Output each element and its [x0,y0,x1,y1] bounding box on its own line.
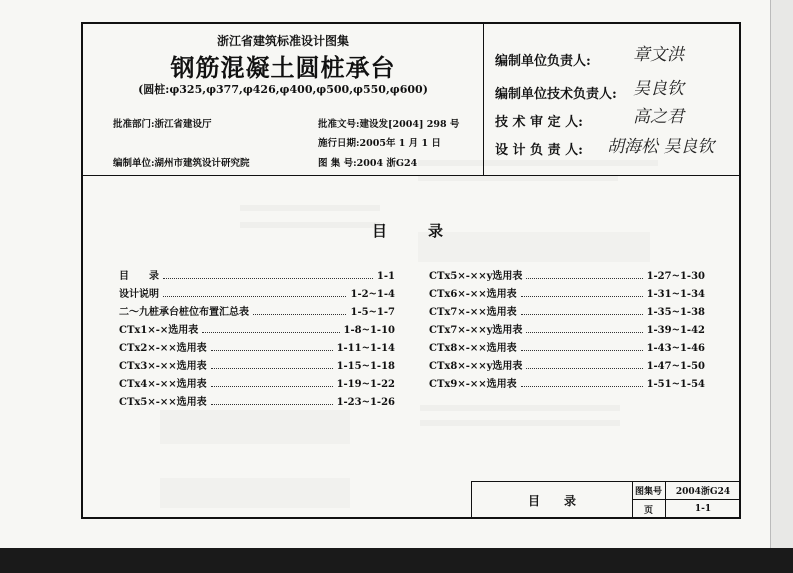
toc-entry[interactable] [119,303,395,321]
toc-entry[interactable] [429,357,705,375]
leader-dots [211,368,333,369]
approval-department [113,116,212,130]
drawing-frame [81,22,741,519]
toc-title-right: 录 [428,222,444,240]
toc-title-left: 目 [372,222,388,240]
page-edge [770,0,793,573]
toc-entry-page: 1-27~1-30 [646,271,705,282]
toc-entry[interactable] [429,303,705,321]
signature-image: 胡海松 吴良钦 [607,137,715,157]
standard-series-title: 浙江省建筑标准设计图集 [216,34,349,48]
toc-left-column [119,267,395,411]
toc-entry-name: CTx7×-××选用表 [429,307,517,318]
toc-entry[interactable] [119,321,395,339]
atlas-main-title: 钢筋混凝土圆桩承台 [170,53,396,82]
toc-entry-name: CTx3×-××选用表 [119,361,207,372]
responsibility-row: 编制单位技术负责人: [495,87,617,102]
toc-entry-page: 1-1 [376,271,395,282]
toc-entry-name: CTx8×-××y选用表 [429,361,523,372]
toc-entry-name: CTx4×-××选用表 [119,379,207,390]
effective-date-label: 施行日期: [318,138,360,149]
leader-dots [526,332,642,333]
toc-entry[interactable] [429,285,705,303]
toc-entry[interactable] [119,357,395,375]
responsibility-row: 设 计 负 责 人: [495,143,583,158]
leader-dots [521,296,643,297]
title-block-grid [632,482,740,518]
leader-dots [211,386,333,387]
atlas-info-panel [83,24,484,175]
toc-entry-name: CTx6×-××选用表 [429,289,517,300]
title-block [471,481,740,518]
responsibility-row: 技 术 审 定 人: [495,115,583,130]
pile-diameter-subtitle: (圆桩:φ325,φ377,φ426,φ400,φ500,φ550,φ600) [138,83,428,96]
approval-document-label: 批准文号: [318,119,360,130]
approval-document-value: 建设发[2004] 298 号 [359,119,460,130]
binding-strip [0,548,793,573]
effective-date-value: 2005年 1 月 1 日 [359,138,441,149]
toc-entry-page: 1-2~1-4 [350,289,395,300]
title-block-name: 目 录 [472,482,633,518]
leader-dots [211,350,333,351]
toc-entry-name: CTx7×-××y选用表 [429,325,523,336]
page-value-cell: 1-1 [694,504,712,514]
toc-entry[interactable] [119,375,395,393]
toc-entry[interactable] [429,321,705,339]
toc-entry-page: 1-8~1-10 [343,325,395,336]
leader-dots [521,350,643,351]
leader-dots [163,278,373,279]
approval-department-label: 批准部门: [113,119,155,130]
signature-image: 高之君 [633,107,684,127]
toc-entry[interactable] [119,339,395,357]
toc-entry[interactable] [119,285,395,303]
toc-entry-name: CTx9×-××选用表 [429,379,517,390]
atlas-no-value-cell: 2004浙G24 [666,482,740,500]
toc-entry-name: 二～九桩承台桩位布置汇总表 [119,307,249,318]
compiler-unit-label: 编制单位: [113,158,155,169]
cover-header [83,24,739,176]
toc-entry[interactable] [119,393,395,411]
toc-right-column [429,267,705,393]
leader-dots [211,404,333,405]
toc-entry-page: 1-39~1-42 [646,325,705,336]
responsibility-panel [483,24,739,175]
leader-dots [202,332,339,333]
toc-entry-name: CTx1×-×选用表 [119,325,199,336]
responsibility-row: 编制单位负责人: [495,54,591,69]
toc-entry-page: 1-35~1-38 [646,307,705,318]
toc-entry-page: 1-19~1-22 [336,379,395,390]
toc-entry-page: 1-15~1-18 [336,361,395,372]
toc-entry-page: 1-47~1-50 [646,361,705,372]
signature-image: 吴良钦 [633,79,684,99]
toc-entry[interactable] [119,267,395,285]
compiler-unit [113,155,250,169]
effective-date [318,135,441,149]
atlas-number-label: 图 集 号: [318,158,357,169]
toc-entry-page: 1-5~1-7 [350,307,395,318]
toc-entry-page: 1-31~1-34 [646,289,705,300]
toc-entry[interactable] [429,339,705,357]
toc-entry-page: 1-43~1-46 [646,343,705,354]
toc-entry-name: CTx5×-××y选用表 [429,271,523,282]
toc-entry[interactable] [429,375,705,393]
toc-entry-name: CTx2×-××选用表 [119,343,207,354]
signature-image: 章文洪 [633,45,684,65]
atlas-no-label-cell: 图集号 [632,482,666,500]
leader-dots [163,296,346,297]
leader-dots [253,314,346,315]
compiler-unit-value: 湖州市建筑设计研究院 [154,158,250,169]
toc-entry-name: 目 录 [119,271,159,282]
toc-entry-page: 1-23~1-26 [336,397,395,408]
atlas-number [318,155,417,169]
leader-dots [521,314,643,315]
atlas-number-value: 2004 浙G24 [356,158,418,169]
toc-entry-page: 1-11~1-14 [336,343,395,354]
leader-dots [526,278,642,279]
toc-entry[interactable] [429,267,705,285]
approval-department-value: 浙江省建设厅 [154,119,212,130]
toc-entry-name: 设计说明 [119,289,159,300]
leader-dots [521,386,643,387]
leader-dots [526,368,642,369]
toc-entry-name: CTx5×-××选用表 [119,397,207,408]
toc-entry-name: CTx8×-××选用表 [429,343,517,354]
approval-document [318,116,459,130]
page-label-cell: 页 [632,500,666,518]
toc-entry-page: 1-51~1-54 [646,379,705,390]
